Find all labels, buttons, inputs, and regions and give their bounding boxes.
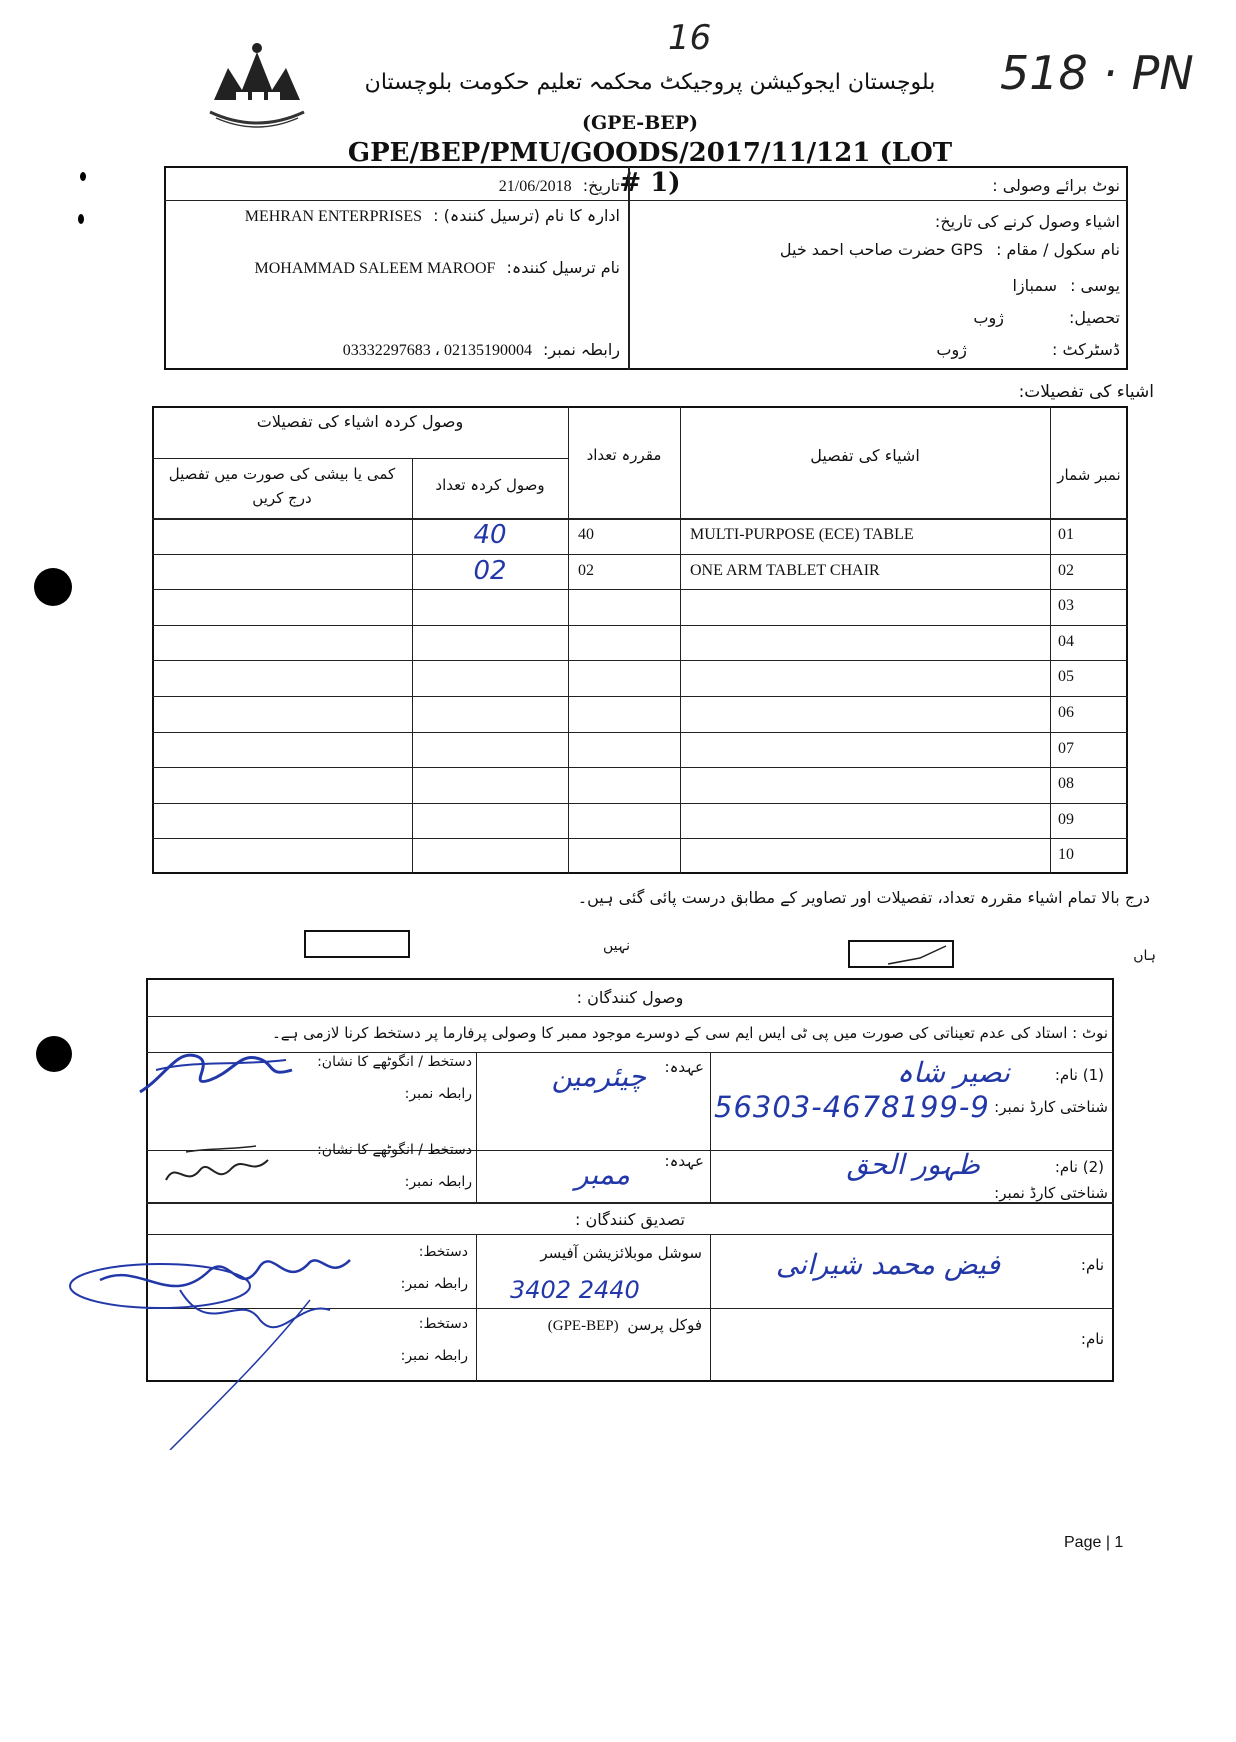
government-logo (206, 38, 308, 130)
table-cell-description: MULTI-PURPOSE (ECE) TABLE (690, 526, 914, 543)
verifier-2-role (486, 1316, 702, 1335)
receiver-2-signature-label: دستخط / انگوٹھے کا نشان: (317, 1142, 472, 1158)
table-cell-serial: 10 (1058, 846, 1074, 864)
header-subtitle: (GPE-BEP) (581, 112, 699, 134)
verifier-signature (60, 1250, 380, 1450)
header-serial: نمبر شمار (1057, 466, 1121, 484)
check-mark-icon (850, 942, 956, 970)
receiver-2-designation-value: ممبر (574, 1158, 630, 1191)
verifier-1-contact-value: 3402 2440 (510, 1276, 640, 1304)
date-value: 21/06/2018 (498, 178, 572, 195)
tehsil-value: ژوب (973, 308, 1004, 327)
receiver-1-signature-label: دستخط / انگوٹھے کا نشان: (317, 1054, 472, 1070)
district-label: ڈسٹرکٹ : (1052, 340, 1120, 359)
table-cell-description: ONE ARM TABLET CHAIR (690, 561, 880, 579)
table-cell-received-qty: 40 (473, 520, 507, 550)
school-row (640, 240, 1120, 259)
scan-mark (34, 568, 72, 606)
verifier-1-name-value: فیض محمد شیرانی (775, 1248, 1000, 1281)
receiver-2-name-label: (2) نام: (1054, 1158, 1104, 1176)
receiver-1-signature (136, 1036, 296, 1100)
org-row (172, 206, 620, 226)
confirmation-statement: درج بالا تمام اشیاء مقررہ تعداد، تفصیلات اور تصاویر کے مطابق درست پائی گئی ہیں۔ (577, 888, 1150, 907)
table-cell-fixed-qty: 40 (578, 526, 594, 543)
verifier-1-contact-label: رابطہ نمبر: (400, 1276, 468, 1292)
tehsil-row (640, 308, 1120, 327)
receiver-2-cnic-label: شناختی کارڈ نمبر: (994, 1184, 1108, 1202)
receipt-date-label: اشیاء وصول کرنے کی تاریخ: (934, 212, 1120, 231)
verifier-2-role-note: (GPE-BEP) (547, 1318, 619, 1334)
handwritten-page-mark: 16 (668, 18, 712, 58)
receiver-1-name-value: نصیر شاہ (896, 1056, 1010, 1089)
handwritten-corner-mark: 518 · PN (1000, 46, 1194, 100)
yes-checkbox[interactable] (848, 940, 954, 968)
scan-mark (36, 1036, 72, 1072)
table-cell-serial: 08 (1058, 775, 1074, 793)
receiver-1-name-label: (1) نام: (1054, 1066, 1104, 1084)
table-cell-serial: 03 (1058, 597, 1074, 615)
org-value: MEHRAN ENTERPRISES (244, 208, 423, 225)
no-label: نہیں (603, 938, 630, 954)
items-section-label: اشیاء کی تفصیلات: (1018, 382, 1154, 402)
date-row (172, 176, 620, 196)
header-received-group: وصول کردہ اشیاء کی تفصیلات (256, 412, 464, 431)
table-cell-serial: 07 (1058, 739, 1074, 757)
table-cell-serial: 04 (1058, 632, 1074, 650)
uc-value: سمبازا (1012, 276, 1057, 295)
district-value: ژوب (936, 340, 967, 359)
date-label: تاریخ: (582, 176, 620, 195)
receiver-1-contact-label: رابطہ نمبر: (404, 1086, 472, 1102)
table-cell-serial: 09 (1058, 810, 1074, 828)
verifier-2-role-text: فوکل پرسن (627, 1316, 702, 1334)
table-cell-serial: 01 (1058, 526, 1074, 543)
verifier-1-signature-label: دستخط: (418, 1244, 468, 1260)
page-footer: Page | 1 (1064, 1534, 1124, 1551)
verifier-1-role: سوشل موبلائزیشن آفیسر (540, 1244, 702, 1262)
school-value: GPS حضرت صاحب احمد خیل (779, 240, 983, 259)
table-cell-serial: 02 (1058, 561, 1074, 579)
table-cell-serial: 05 (1058, 668, 1074, 686)
header-description: اشیاء کی تفصیل (810, 446, 920, 465)
table-cell-received-qty: 02 (473, 555, 507, 586)
verifiers-title: تصدیق کنندگان : (575, 1210, 685, 1229)
table-cell-fixed-qty: 02 (578, 561, 594, 579)
district-row (640, 340, 1120, 359)
receiver-1-designation-label: عہدہ: (664, 1058, 704, 1076)
tehsil-label: تحصیل: (1069, 308, 1120, 327)
scan-mark (80, 172, 86, 181)
sender-label: نام ترسیل کنندہ: (506, 258, 620, 277)
receiver-2-name-value: ظہور الحق (846, 1148, 980, 1181)
receivers-note: نوٹ : استاد کی عدم تعیناتی کی صورت میں پی ٹی ایس ایم سی کے دوسرے موجود ممبر کا وصولی پرفارما پر دستخط کرنا لازمی ہے۔ (271, 1024, 1108, 1042)
contact-row (172, 340, 620, 360)
receiver-2-signature (156, 1140, 276, 1198)
contact-label: رابطہ نمبر: (543, 340, 620, 359)
uc-row (640, 276, 1120, 295)
uc-label: یوسی : (1070, 276, 1120, 295)
header-fixed-qty: مقررہ تعداد (586, 446, 662, 464)
org-label: ادارہ کا نام (ترسیل کنندہ) : (433, 206, 620, 225)
verifier-1-name-label: نام: (1080, 1256, 1104, 1274)
sender-row (172, 258, 620, 278)
receipt-heading: نوٹ برائے وصولی : (992, 176, 1120, 195)
school-label: نام سکول / مقام : (996, 240, 1120, 259)
receiver-1-cnic-label: شناختی کارڈ نمبر: (994, 1098, 1108, 1116)
yes-label: ہاں (1133, 948, 1156, 964)
verifier-2-contact-label: رابطہ نمبر: (400, 1348, 468, 1364)
receiver-2-contact-label: رابطہ نمبر: (404, 1174, 472, 1190)
contact-value: 02135190004 ، 03332297683 (342, 342, 532, 359)
verifier-2-signature-label: دستخط: (418, 1316, 468, 1332)
receiver-1-cnic-value: 56303-4678199-9 (714, 1090, 990, 1124)
scan-mark (78, 214, 84, 224)
header-received-qty: وصول کردہ تعداد (435, 476, 545, 494)
verifier-2-name-label: نام: (1080, 1330, 1104, 1348)
receiver-2-designation-label: عہدہ: (664, 1152, 704, 1170)
header-reference: GPE/BEP/PMU/GOODS/2017/11/121 (LOT # 1) (347, 138, 953, 198)
receiver-1-designation-value: چیئرمین (551, 1060, 646, 1093)
header-title-urdu: بلوچستان ایجوکیشن پروجیکٹ محکمہ تعلیم حکومت بلوچستان (364, 70, 936, 95)
table-cell-serial: 06 (1058, 704, 1074, 721)
sender-value: MOHAMMAD SALEEM MAROOF (254, 260, 496, 277)
header-shortfall: کمی یا بیشی کی صورت میں تفصیل درج کریں (168, 465, 396, 507)
no-checkbox[interactable] (304, 930, 410, 958)
receivers-title: وصول کنندگان : (576, 988, 684, 1007)
